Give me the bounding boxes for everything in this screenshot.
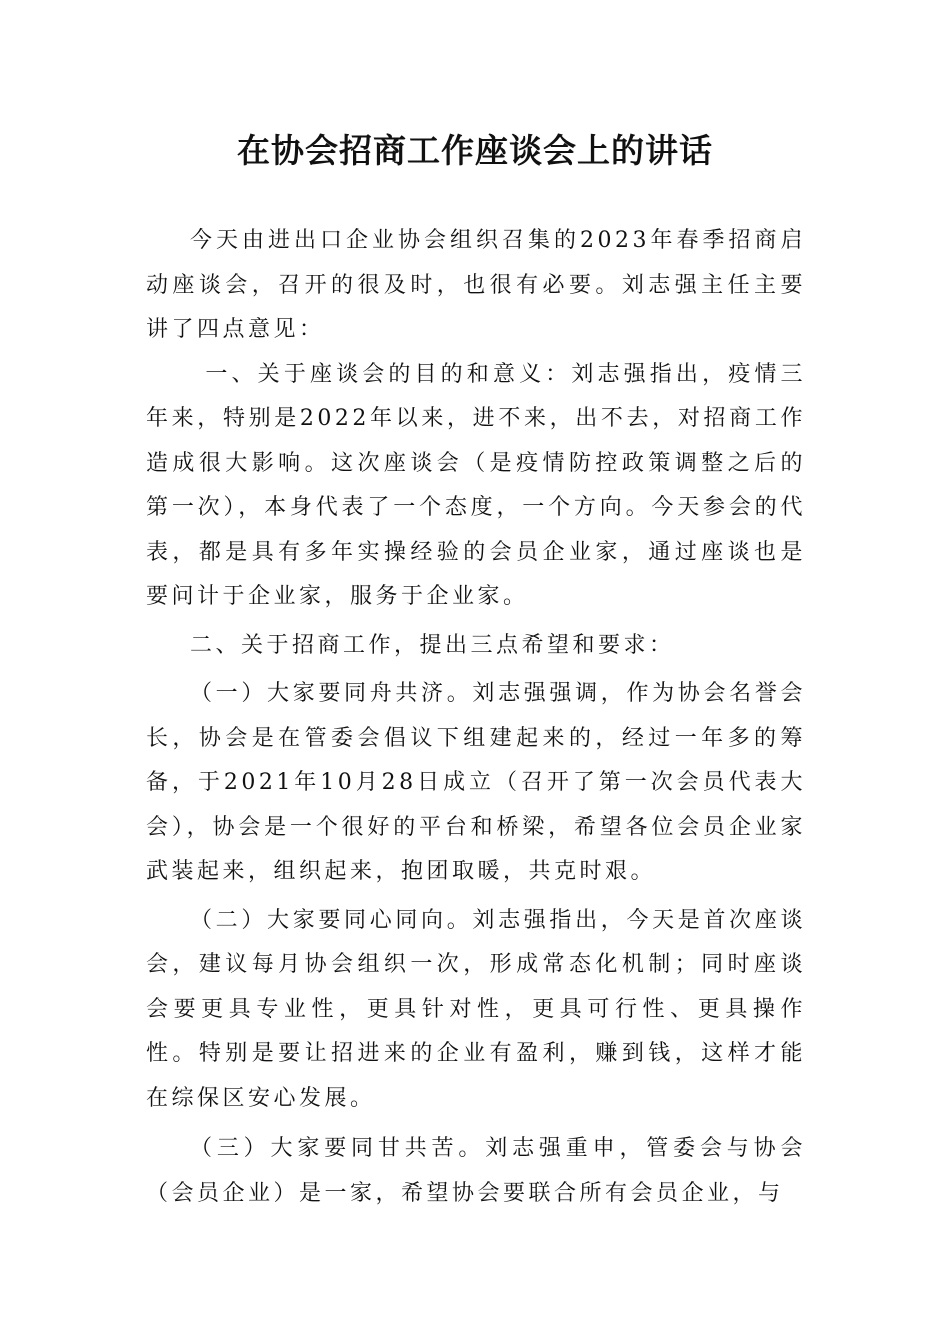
document-title: 在协会招商工作座谈会上的讲话 bbox=[237, 131, 713, 170]
paragraph-section-2: 二、关于招商工作，提出三点希望和要求： bbox=[190, 632, 675, 658]
paragraph-item-3: （三）大家要同甘共苦。刘志强重申，管委会与协会（会员企业）是一家，希望协会要联合所有会员企业，与 bbox=[146, 1136, 806, 1206]
paragraph-section-1: 一、关于座谈会的目的和意义：刘志强指出，疫情三年来，特别是2022年以来，进不来，出不去，对招商工作造成很大影响。这次座谈会（是疫情防控政策调整之后的第一次），本身代表了一个态度，一个方向。今天参会的代表，都是具有多年实操经验的会员企业家，通过座谈也是要问计于企业家，服务于企业家。 bbox=[146, 361, 806, 609]
paragraph-item-1: （一）大家要同舟共济。刘志强强调，作为协会名誉会长，协会是在管委会倡议下组建起来的，经过一年多的筹备，于2021年10月28日成立（召开了第一次会员代表大会），协会是一个很好的平台和桥梁，希望各位会员企业家武装起来，组织起来，抱团取暖，共克时艰。 bbox=[146, 681, 806, 884]
paragraph-intro: 今天由进出口企业协会组织召集的2023年春季招商启动座谈会，召开的很及时，也很有必要。刘志强主任主要讲了四点意见： bbox=[146, 228, 806, 342]
paragraph-item-2: （二）大家要同心同向。刘志强指出，今天是首次座谈会，建议每月协会组织一次，形成常态化机制；同时座谈会要更具专业性，更具针对性，更具可行性、更具操作性。特别是要让招进来的企业有盈利，赚到钱，这样才能在综保区安心发展。 bbox=[146, 907, 806, 1111]
document-body bbox=[146, 219, 806, 1216]
